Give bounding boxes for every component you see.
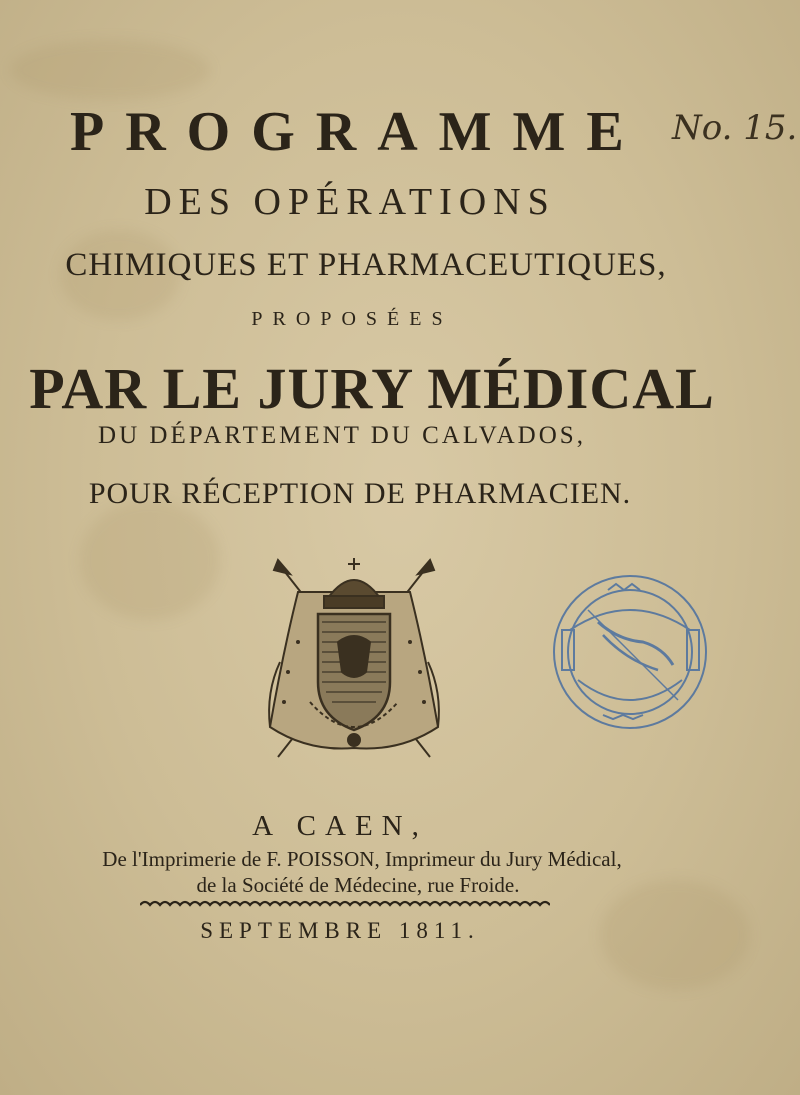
handwritten-number: No. 15. [672,108,798,148]
decorative-wave-rule [140,899,550,911]
line-reception: POUR RÉCEPTION DE PHARMACIEN. [88,477,632,510]
line-des-operations: DES OPÉRATIONS [144,181,556,223]
line-departement: DU DÉPARTEMENT DU CALVADOS, [98,422,586,449]
line-chimiques: CHIMIQUES ET PHARMACEUTIQUES, [65,247,667,283]
imprint-date: SEPTEMBRE 1811. [200,918,480,943]
imprint-place: A CAEN, [252,810,428,842]
imprint-society: de la Société de Médecine, rue Froide. [196,873,520,897]
paper-stain [80,500,220,620]
line-proposees: PROPOSÉES [251,308,453,330]
paper-stain [10,40,210,100]
imprint-printer: De l'Imprimerie de F. POISSON, Imprimeur du Jury Médical, [102,847,622,871]
programme-title: PROGRAMME [70,101,645,163]
imperial-coat-of-arms-icon [258,552,450,774]
library-stamp-icon [548,570,713,735]
line-jury-medical: PAR LE JURY MÉDICAL [29,356,715,421]
